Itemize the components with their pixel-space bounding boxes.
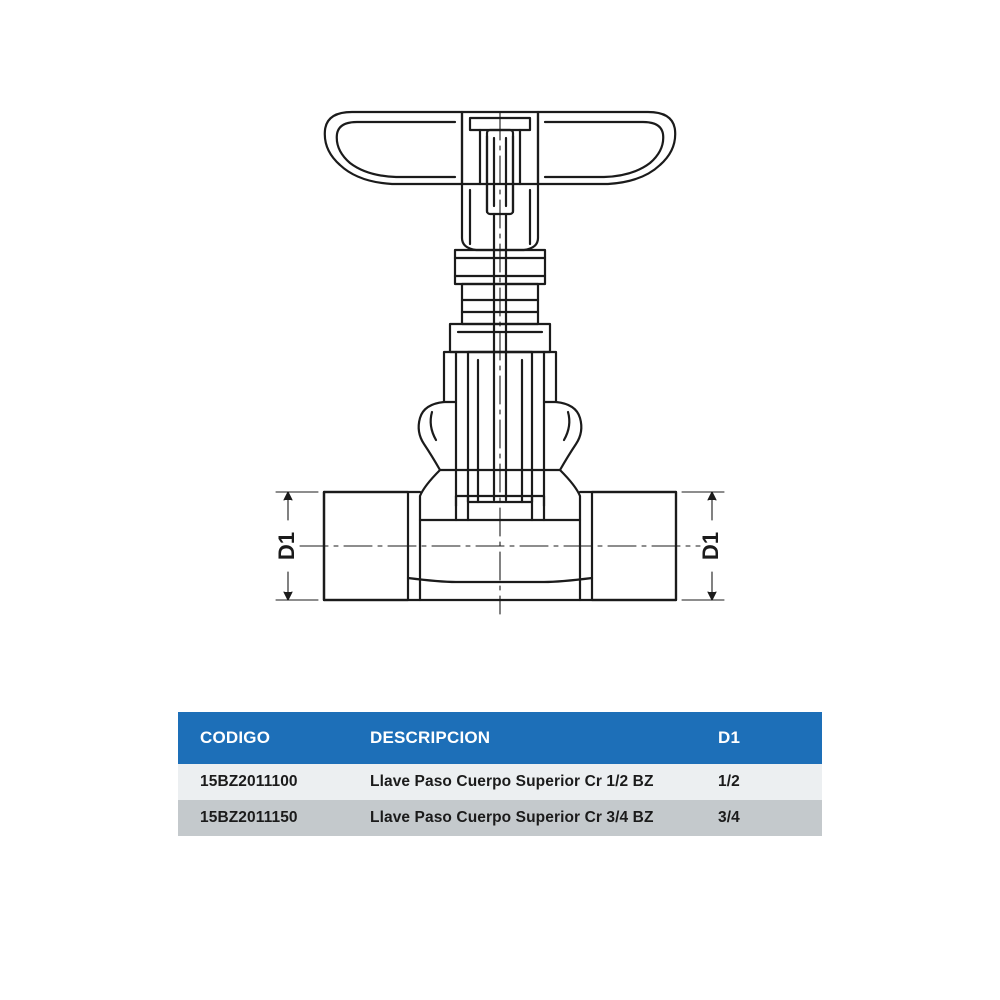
product-spec-table	[178, 712, 822, 836]
column-header-codigo: CODIGO	[178, 712, 348, 764]
cell-descripcion: Llave Paso Cuerpo Superior Cr 3/4 BZ	[348, 800, 708, 836]
table-row	[178, 764, 822, 800]
table-header-row	[178, 712, 822, 764]
column-header-d1: D1	[708, 712, 822, 764]
column-header-descripcion: DESCRIPCION	[348, 712, 708, 764]
cell-d1: 3/4	[708, 800, 822, 836]
cell-d1: 1/2	[708, 764, 822, 800]
cell-codigo: 15BZ2011100	[178, 764, 348, 800]
center-lines	[300, 112, 700, 614]
cell-codigo: 15BZ2011150	[178, 800, 348, 836]
dimension-label-d1-left: D1	[273, 531, 299, 561]
cell-descripcion: Llave Paso Cuerpo Superior Cr 1/2 BZ	[348, 764, 708, 800]
table-row	[178, 800, 822, 836]
dimension-label-d1-right: D1	[697, 531, 723, 561]
